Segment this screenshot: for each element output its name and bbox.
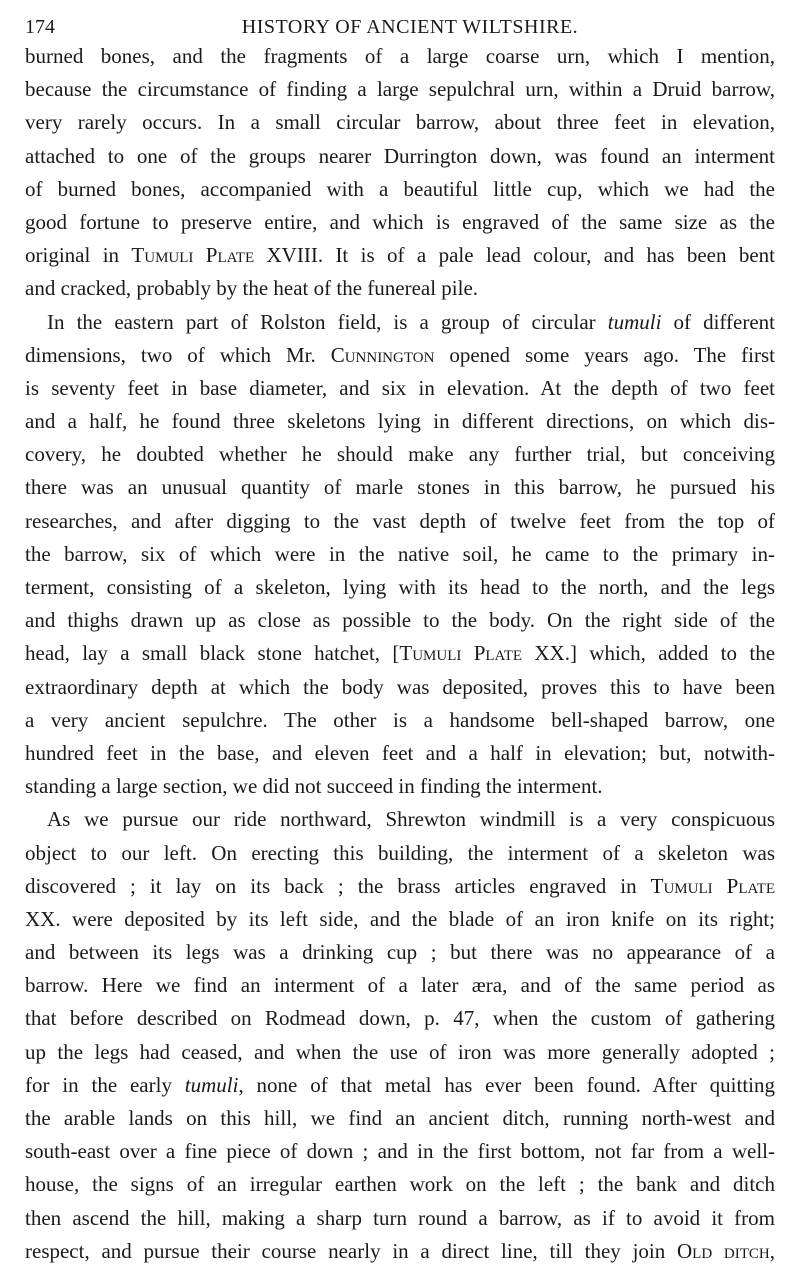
text-line	[25, 438, 775, 471]
text-segment: opened some years ago. The first	[434, 342, 775, 367]
text-line	[25, 272, 775, 305]
text-line	[25, 1069, 775, 1102]
text-line	[25, 405, 775, 438]
text-segment: a very ancient sepulchre. The other is a handsome bell-shaped barrow, one	[25, 707, 775, 732]
text-line	[25, 770, 775, 803]
text-line	[25, 1202, 775, 1235]
small-caps-text: Tumuli Plate	[131, 243, 255, 268]
text-line	[25, 870, 775, 903]
text-segment: very rarely occurs. In a small circular barrow, about three feet in elevation,	[25, 110, 775, 135]
italic-text: tumuli	[184, 1072, 239, 1097]
small-caps-text: Tumuli Plate	[399, 641, 523, 666]
text-segment: XX.] which, added to the	[522, 641, 776, 666]
text-segment: good fortune to preserve entire, and which is engraved of the same size as the	[25, 209, 775, 234]
text-line	[25, 737, 775, 770]
text-segment: attached to one of the groups nearer Durrington down, was found an interment	[25, 143, 775, 168]
body-text	[25, 40, 775, 1268]
text-line	[25, 206, 775, 239]
text-segment: house, the signs of an irregular earthen work on the left ; the bank and ditch	[25, 1172, 775, 1197]
text-segment: terment, consisting of a skeleton, lying with its head to the north, and the legs	[25, 575, 775, 599]
running-title: HISTORY OF ANCIENT WILTSHIRE.	[241, 16, 579, 38]
text-segment: up the legs had ceased, and when the use of iron was more generally adopted ;	[25, 1039, 775, 1064]
italic-text: tumuli	[607, 309, 662, 334]
text-line	[25, 239, 775, 272]
text-segment: extraordinary depth at which the body was deposited, proves this to have been	[25, 674, 775, 699]
text-line	[25, 604, 775, 637]
text-segment: and a half, he found three skeletons lying in different directions, on which dis-	[25, 409, 775, 434]
text-line	[25, 1102, 775, 1135]
running-header	[25, 16, 775, 42]
small-caps-text: Tumuli Plate	[650, 873, 775, 898]
text-segment: and thighs drawn up as close as possible to the body. On the right side of the	[25, 608, 775, 633]
text-line	[25, 106, 775, 139]
text-segment: because the circumstance of finding a large sepulchral urn, within a Druid barrow,	[25, 77, 775, 102]
text-segment: is seventy feet in base diameter, and six in elevation. At the depth of two feet	[25, 375, 775, 400]
text-line	[25, 704, 775, 737]
text-segment: XX. were deposited by its left side, and the blade of an iron knife on its right;	[25, 906, 775, 931]
text-segment: then ascend the hill, making a sharp turn round a barrow, as if to avoid it from	[25, 1205, 775, 1230]
small-caps-text: Cunnington	[330, 342, 435, 367]
text-segment: the barrow, six of which were in the native soil, he came to the primary in-	[25, 541, 775, 566]
text-line	[25, 339, 775, 372]
text-segment: researches, and after digging to the vast depth of twelve feet from the top of	[25, 508, 775, 533]
text-line	[25, 1135, 775, 1168]
text-segment: respect, and pursue their course nearly in a direct line, till they join	[25, 1238, 677, 1263]
page-number: 174	[25, 16, 55, 38]
text-segment: the arable lands on this hill, we find an ancient ditch, running north-west and	[25, 1106, 775, 1130]
text-segment: original in	[25, 243, 132, 268]
text-line	[25, 571, 775, 604]
text-line	[25, 173, 775, 206]
text-segment: object to our left. On erecting this building, the interment of a skeleton was	[25, 840, 775, 865]
text-line	[25, 637, 775, 670]
text-segment: XVIII. It is of a pale lead colour, and has been bent	[254, 243, 775, 268]
text-line	[25, 969, 775, 1002]
text-segment: burned bones, and the fragments of a large coarse urn, which I mention,	[25, 44, 775, 68]
text-segment: In the eastern part of Rolston field, is a group of circular	[47, 309, 608, 334]
text-segment: of burned bones, accompanied with a beautiful little cup, which we had the	[25, 176, 775, 201]
text-line	[25, 1168, 775, 1201]
text-line	[25, 306, 775, 339]
text-segment: and cracked, probably by the heat of the funereal pile.	[25, 276, 479, 301]
text-segment: As we pursue our ride northward, Shrewton windmill is a very conspicuous	[47, 807, 775, 832]
text-line	[25, 1036, 775, 1069]
text-segment: covery, he doubted whether he should make any further trial, but conceiving	[25, 442, 775, 467]
text-line	[25, 40, 775, 73]
text-line	[25, 505, 775, 538]
text-segment: and between its legs was a drinking cup ; but there was no appearance of a	[25, 940, 775, 965]
text-line	[25, 538, 775, 571]
text-line	[25, 73, 775, 106]
text-line	[25, 671, 775, 704]
text-segment: there was an unusual quantity of marle stones in this barrow, he pursued his	[25, 475, 775, 500]
text-segment: standing a large section, we did not succeed in finding the interment.	[25, 774, 603, 799]
text-segment: that before described on Rodmead down, p. 47, when the custom of gathering	[25, 1006, 775, 1031]
text-line	[25, 1002, 775, 1035]
text-segment: , none of that metal has ever been found. After quitting	[238, 1072, 775, 1097]
text-segment: south-east over a fine piece of down ; and in the first bottom, not far from a well-	[25, 1139, 775, 1164]
text-segment: head, lay a small black stone hatchet, [	[25, 641, 400, 666]
text-line	[25, 803, 775, 836]
text-segment: of different	[661, 309, 776, 334]
text-line	[25, 140, 775, 173]
text-line	[25, 903, 775, 936]
text-segment: dimensions, two of which Mr.	[25, 342, 331, 367]
text-line	[25, 372, 775, 405]
text-segment: for in the early	[25, 1072, 185, 1097]
small-caps-text: Old ditch,	[677, 1238, 775, 1263]
text-line	[25, 936, 775, 969]
text-line	[25, 837, 775, 870]
text-segment: hundred feet in the base, and eleven feet and a half in elevation; but, notwith-	[25, 740, 775, 765]
text-segment: discovered ; it lay on its back ; the brass articles engraved in	[25, 873, 651, 898]
text-line	[25, 471, 775, 504]
text-segment: barrow. Here we find an interment of a later æra, and of the same period as	[25, 973, 775, 998]
text-line	[25, 1235, 775, 1268]
